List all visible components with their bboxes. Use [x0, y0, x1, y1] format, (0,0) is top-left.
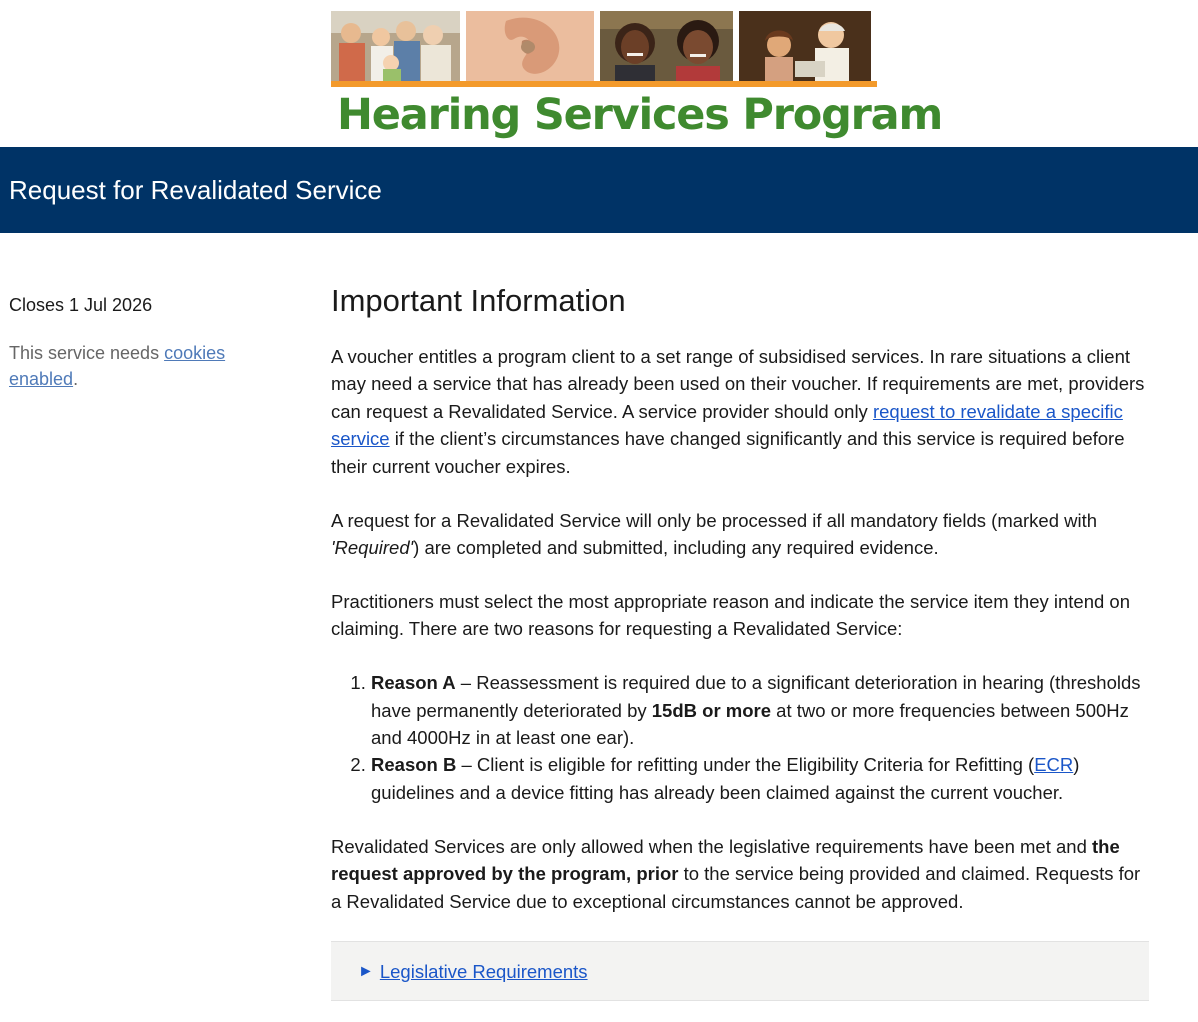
reason-b-label: Reason B	[371, 754, 457, 776]
closing-date: Closes 1 Jul 2026	[9, 295, 153, 315]
reason-a-label: Reason A	[371, 672, 456, 694]
reasons-list	[331, 669, 1151, 806]
grandparent-child-photo	[739, 11, 871, 81]
mandatory-fields-paragraph	[331, 507, 1151, 562]
sidebar	[9, 292, 269, 392]
main-content	[331, 282, 1151, 1001]
legislative-requirements-disclosure[interactable]	[331, 941, 1149, 1001]
family-photo	[331, 11, 460, 81]
banner-photo-strip	[331, 11, 877, 81]
program-title: Hearing Services Program	[337, 90, 943, 140]
reason-a-item	[371, 669, 1151, 751]
required-marker: 'Required'	[331, 536, 414, 558]
revalidate-service-link[interactable]: request to revalidate a specific service	[331, 400, 1123, 450]
voucher-paragraph	[331, 343, 1151, 480]
mandatory-text-start: A request for a Revalidated Service will only be processed if all mandatory fields (marked with	[331, 509, 1098, 531]
voucher-text-end: if the client’s circumstances have changed significantly and this service is required before their current voucher expires.	[331, 428, 1125, 477]
expand-arrow-icon[interactable]: ►	[358, 962, 374, 980]
ecr-link[interactable]: ECR	[1034, 754, 1074, 776]
approval-emphasis: the request approved by the program, prior	[331, 835, 1120, 885]
reason-a-text-start: – Reassessment is required due to a significant deterioration in hearing (thresholds have permanently deteriorated by	[371, 672, 1141, 721]
voucher-text-start: A voucher entitles a program client to a set range of subsidised services. In rare situations a client may need a service that has already been used on their voucher. If requirements are met, providers can request a Revalidated Service. A service provider should only	[331, 346, 1145, 422]
cookies-notice	[9, 340, 269, 392]
cookies-notice-text: This service needs	[9, 343, 165, 363]
reason-a-text-end: at two or more frequencies between 500Hz and 4000Hz in at least one ear).	[371, 699, 1129, 748]
section-heading: Important Information	[331, 283, 626, 318]
reason-a-threshold: 15dB or more	[651, 699, 772, 721]
ear-photo	[466, 11, 594, 81]
women-photo	[600, 11, 733, 81]
page-title: Request for Revalidated Service	[9, 175, 382, 205]
approval-text-start: Revalidated Services are only allowed when the legislative requirements have been met and	[331, 835, 1092, 857]
reason-b-item	[371, 751, 1151, 806]
reason-b-text-end: ) guidelines and a device fitting has already been claimed against the current voucher.	[371, 754, 1080, 803]
cookies-notice-suffix: .	[73, 369, 79, 389]
practitioners-paragraph: Practitioners must select the most appropriate reason and indicate the service item they intend on claiming. There are two reasons for requesting a Revalidated Service:	[331, 590, 1131, 640]
program-banner	[331, 11, 943, 147]
mandatory-text-end: ) are completed and submitted, including any required evidence.	[413, 536, 939, 558]
approval-paragraph	[331, 833, 1151, 915]
cookies-link[interactable]: cookies enabled	[9, 343, 226, 389]
reason-b-text-start: – Client is eligible for refitting under the Eligibility Criteria for Refitting (	[456, 754, 1035, 776]
approval-text-end: to the service being provided and claimed. Requests for a Revalidated Service due to exceptional circumstances cannot be approved.	[331, 863, 1141, 912]
page-header	[0, 147, 1198, 233]
legislative-requirements-toggle[interactable]: Legislative Requirements	[379, 960, 588, 982]
